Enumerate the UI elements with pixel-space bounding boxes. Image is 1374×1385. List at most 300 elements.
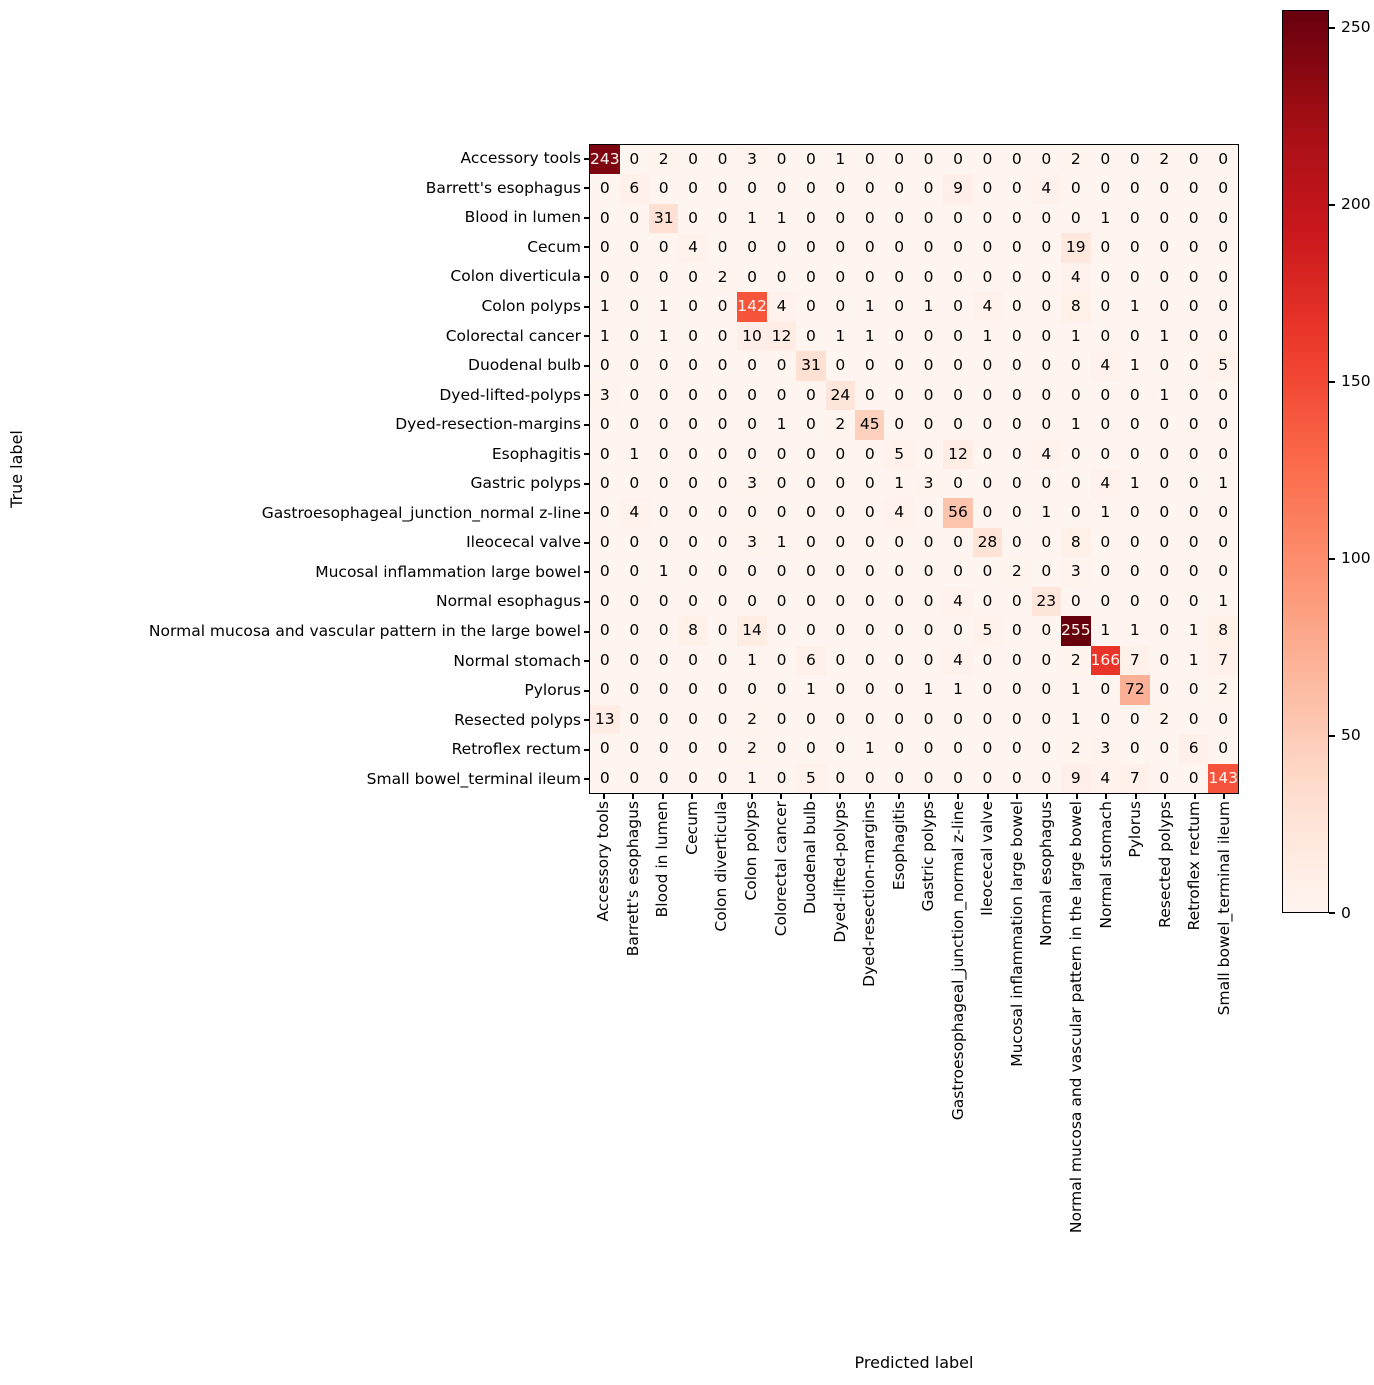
matrix-cell: 0 bbox=[767, 705, 796, 734]
matrix-cell: 4 bbox=[1032, 440, 1061, 469]
x-tick-label: Retroflex rectum bbox=[1185, 801, 1204, 931]
matrix-cell: 1 bbox=[649, 557, 678, 586]
matrix-cell: 0 bbox=[1091, 263, 1121, 292]
matrix-cell: 0 bbox=[590, 616, 620, 645]
matrix-cell: 0 bbox=[943, 263, 972, 292]
x-tick-label: Dyed-lifted-polyps bbox=[830, 801, 849, 943]
matrix-cell: 0 bbox=[1032, 233, 1061, 262]
matrix-cell: 0 bbox=[708, 734, 737, 763]
matrix-cell: 0 bbox=[826, 557, 855, 586]
matrix-cell: 0 bbox=[1179, 528, 1208, 557]
matrix-cell: 0 bbox=[1120, 528, 1149, 557]
matrix-cell: 31 bbox=[649, 204, 678, 233]
matrix-cell: 1 bbox=[649, 292, 678, 321]
matrix-cell: 1 bbox=[767, 204, 796, 233]
matrix-cell: 0 bbox=[884, 646, 913, 675]
matrix-cell: 1 bbox=[649, 322, 678, 351]
matrix-cell: 0 bbox=[590, 204, 620, 233]
matrix-cell: 0 bbox=[1150, 528, 1179, 557]
matrix-cell: 0 bbox=[1091, 528, 1121, 557]
matrix-cell: 0 bbox=[708, 440, 737, 469]
matrix-cell: 0 bbox=[1032, 646, 1061, 675]
matrix-cell: 0 bbox=[884, 616, 913, 645]
matrix-cell: 0 bbox=[1002, 705, 1031, 734]
matrix-cell: 0 bbox=[678, 587, 707, 616]
matrix-cell: 3 bbox=[1061, 557, 1091, 586]
matrix-cell: 2 bbox=[737, 734, 767, 763]
matrix-cell: 0 bbox=[796, 292, 825, 321]
y-tick-label: Colon diverticula bbox=[450, 267, 581, 286]
matrix-cell: 1 bbox=[855, 322, 884, 351]
x-tick-label: Blood in lumen bbox=[653, 801, 672, 918]
matrix-cell: 0 bbox=[1032, 705, 1061, 734]
matrix-cell: 1 bbox=[826, 322, 855, 351]
matrix-cell: 0 bbox=[914, 410, 943, 439]
matrix-cell: 0 bbox=[1208, 322, 1238, 351]
matrix-cell: 1 bbox=[855, 734, 884, 763]
matrix-cell: 0 bbox=[796, 440, 825, 469]
matrix-cell: 0 bbox=[649, 675, 678, 704]
matrix-cell: 1 bbox=[973, 322, 1002, 351]
matrix-cell: 0 bbox=[1091, 174, 1121, 203]
matrix-cell: 0 bbox=[590, 469, 620, 498]
matrix-cell: 2 bbox=[1061, 145, 1091, 174]
matrix-cell: 0 bbox=[678, 410, 707, 439]
matrix-cell: 0 bbox=[855, 351, 884, 380]
matrix-cell: 1 bbox=[1061, 322, 1091, 351]
matrix-cell: 0 bbox=[1150, 174, 1179, 203]
matrix-cell: 1 bbox=[1150, 322, 1179, 351]
matrix-cell: 0 bbox=[826, 528, 855, 557]
matrix-cell: 0 bbox=[1179, 675, 1208, 704]
matrix-cell: 2 bbox=[1208, 675, 1238, 704]
matrix-cell: 0 bbox=[678, 498, 707, 527]
matrix-cell: 0 bbox=[884, 263, 913, 292]
matrix-cell: 0 bbox=[708, 469, 737, 498]
matrix-cell: 0 bbox=[796, 705, 825, 734]
y-tick-label: Ileocecal valve bbox=[466, 533, 581, 552]
matrix-cell: 0 bbox=[973, 351, 1002, 380]
matrix-cell: 0 bbox=[796, 263, 825, 292]
matrix-cell: 0 bbox=[1120, 587, 1149, 616]
matrix-cell: 3 bbox=[737, 469, 767, 498]
x-tick-label: Mucosal inflammation large bowel bbox=[1007, 801, 1026, 1067]
matrix-cell: 0 bbox=[620, 410, 649, 439]
matrix-cell: 0 bbox=[826, 734, 855, 763]
matrix-cell: 0 bbox=[767, 233, 796, 262]
matrix-cell: 0 bbox=[943, 705, 972, 734]
x-tick-label: Normal esophagus bbox=[1037, 801, 1056, 947]
matrix-cell: 0 bbox=[884, 204, 913, 233]
x-tick-mark bbox=[721, 794, 723, 799]
matrix-cell: 0 bbox=[943, 233, 972, 262]
y-tick-label: Duodenal bulb bbox=[468, 356, 581, 375]
matrix-cell: 13 bbox=[590, 705, 620, 734]
matrix-cell: 1 bbox=[1091, 616, 1121, 645]
y-tick-label: Esophagitis bbox=[491, 444, 581, 463]
matrix-cell: 0 bbox=[649, 498, 678, 527]
matrix-cell: 0 bbox=[678, 734, 707, 763]
matrix-cell: 1 bbox=[1179, 616, 1208, 645]
matrix-cell: 0 bbox=[1032, 351, 1061, 380]
matrix-cell: 0 bbox=[1061, 469, 1091, 498]
matrix-cell: 0 bbox=[1120, 263, 1149, 292]
matrix-cell: 0 bbox=[943, 528, 972, 557]
matrix-cell: 0 bbox=[1032, 675, 1061, 704]
matrix-cell: 0 bbox=[914, 528, 943, 557]
matrix-cell: 0 bbox=[1032, 528, 1061, 557]
matrix-cell: 0 bbox=[1091, 381, 1121, 410]
matrix-cell: 6 bbox=[796, 646, 825, 675]
x-tick-label: Duodenal bulb bbox=[801, 801, 820, 914]
matrix-cell: 7 bbox=[1208, 646, 1238, 675]
matrix-cell: 0 bbox=[914, 734, 943, 763]
matrix-cell: 0 bbox=[678, 322, 707, 351]
y-tick-label: Gastric polyps bbox=[470, 474, 581, 493]
matrix-cell: 2 bbox=[1150, 705, 1179, 734]
matrix-cell: 0 bbox=[1120, 440, 1149, 469]
matrix-cell: 0 bbox=[708, 587, 737, 616]
x-tick-mark bbox=[1105, 794, 1107, 799]
matrix-cell: 0 bbox=[943, 351, 972, 380]
matrix-cell: 0 bbox=[914, 233, 943, 262]
x-tick-label: Gastroesophageal_junction_normal z-line bbox=[948, 801, 967, 1121]
colorbar-tick-mark bbox=[1329, 27, 1335, 29]
matrix-cell: 4 bbox=[767, 292, 796, 321]
matrix-cell: 0 bbox=[973, 734, 1002, 763]
matrix-cell: 0 bbox=[649, 381, 678, 410]
matrix-cell: 5 bbox=[796, 764, 825, 793]
colorbar-tick-label: 250 bbox=[1341, 18, 1371, 37]
matrix-cell: 1 bbox=[943, 675, 972, 704]
y-tick-label: Normal stomach bbox=[453, 651, 581, 670]
x-tick-mark bbox=[691, 794, 693, 799]
matrix-cell: 0 bbox=[943, 145, 972, 174]
matrix-cell: 0 bbox=[973, 675, 1002, 704]
matrix-cell: 1 bbox=[620, 440, 649, 469]
matrix-cell: 0 bbox=[1179, 764, 1208, 793]
matrix-cell: 0 bbox=[1179, 410, 1208, 439]
x-tick-mark bbox=[780, 794, 782, 799]
colorbar-tick-mark bbox=[1329, 558, 1335, 560]
matrix-cell: 0 bbox=[914, 557, 943, 586]
matrix-cell: 0 bbox=[1150, 616, 1179, 645]
matrix-cell: 0 bbox=[620, 705, 649, 734]
matrix-cell: 0 bbox=[1150, 410, 1179, 439]
matrix-cell: 0 bbox=[1150, 292, 1179, 321]
matrix-cell: 0 bbox=[678, 263, 707, 292]
matrix-cell: 0 bbox=[1150, 351, 1179, 380]
matrix-cell: 1 bbox=[1091, 498, 1121, 527]
matrix-cell: 142 bbox=[737, 292, 767, 321]
matrix-cell: 0 bbox=[1091, 440, 1121, 469]
matrix-cell: 0 bbox=[767, 174, 796, 203]
matrix-cell: 0 bbox=[708, 410, 737, 439]
matrix-cell: 4 bbox=[1091, 764, 1121, 793]
matrix-cell: 0 bbox=[1179, 469, 1208, 498]
matrix-cell: 0 bbox=[708, 675, 737, 704]
matrix-cell: 0 bbox=[855, 528, 884, 557]
matrix-cell: 0 bbox=[1179, 351, 1208, 380]
matrix-cell: 0 bbox=[649, 587, 678, 616]
matrix-cell: 0 bbox=[884, 410, 913, 439]
matrix-cell: 28 bbox=[973, 528, 1002, 557]
matrix-cell: 0 bbox=[590, 764, 620, 793]
matrix-cell: 2 bbox=[1061, 734, 1091, 763]
y-axis-title: True label bbox=[7, 430, 26, 508]
y-tick-label: Normal esophagus bbox=[435, 592, 581, 611]
matrix-cell: 0 bbox=[620, 322, 649, 351]
matrix-cell: 0 bbox=[1091, 322, 1121, 351]
matrix-cell: 0 bbox=[914, 764, 943, 793]
matrix-cell: 0 bbox=[590, 675, 620, 704]
matrix-cell: 0 bbox=[590, 233, 620, 262]
matrix-cell: 0 bbox=[1091, 410, 1121, 439]
matrix-cell: 0 bbox=[943, 292, 972, 321]
matrix-cell: 0 bbox=[1179, 145, 1208, 174]
x-tick-label: Colorectal cancer bbox=[771, 801, 790, 937]
matrix-cell: 3 bbox=[737, 145, 767, 174]
y-tick-label: Resected polyps bbox=[454, 710, 581, 729]
x-tick-mark bbox=[987, 794, 989, 799]
matrix-cell: 0 bbox=[737, 675, 767, 704]
matrix-cell: 0 bbox=[826, 233, 855, 262]
y-tick-label: Barrett's esophagus bbox=[425, 178, 581, 197]
matrix-cell: 0 bbox=[649, 705, 678, 734]
matrix-cell: 0 bbox=[1150, 587, 1179, 616]
matrix-cell: 0 bbox=[826, 705, 855, 734]
matrix-cell: 0 bbox=[1002, 616, 1031, 645]
matrix-cell: 1 bbox=[1091, 204, 1121, 233]
x-axis-title: Predicted label bbox=[854, 1353, 974, 1372]
matrix-cell: 143 bbox=[1208, 764, 1238, 793]
matrix-cell: 1 bbox=[1120, 292, 1149, 321]
matrix-cell: 0 bbox=[1002, 587, 1031, 616]
matrix-cell: 0 bbox=[708, 646, 737, 675]
matrix-cell: 0 bbox=[1179, 587, 1208, 616]
matrix-cell: 0 bbox=[973, 440, 1002, 469]
matrix-cell: 243 bbox=[590, 145, 620, 174]
matrix-cell: 0 bbox=[1120, 381, 1149, 410]
y-tick-label: Colon polyps bbox=[481, 297, 581, 315]
matrix-cell: 0 bbox=[884, 675, 913, 704]
x-tick-mark bbox=[662, 794, 664, 799]
x-tick-label: Pylorus bbox=[1126, 801, 1145, 858]
matrix-cell: 0 bbox=[1150, 498, 1179, 527]
x-tick-label: Colon diverticula bbox=[712, 801, 731, 932]
matrix-cell: 0 bbox=[1208, 292, 1238, 321]
matrix-cell: 0 bbox=[1120, 705, 1149, 734]
matrix-cell: 0 bbox=[1208, 528, 1238, 557]
matrix-cell: 4 bbox=[1061, 263, 1091, 292]
matrix-cell: 0 bbox=[620, 675, 649, 704]
matrix-cell: 0 bbox=[973, 557, 1002, 586]
matrix-cell: 0 bbox=[1208, 705, 1238, 734]
matrix-cell: 0 bbox=[678, 440, 707, 469]
matrix-cell: 5 bbox=[1208, 351, 1238, 380]
y-tick-label: Cecum bbox=[527, 237, 581, 256]
x-tick-label: Normal mucosa and vascular pattern in the large bowel bbox=[1067, 801, 1085, 1234]
matrix-cell: 0 bbox=[1002, 174, 1031, 203]
matrix-cell: 0 bbox=[1032, 263, 1061, 292]
matrix-cell: 0 bbox=[855, 646, 884, 675]
matrix-cell: 0 bbox=[767, 734, 796, 763]
colorbar-tick-mark bbox=[1329, 735, 1335, 737]
x-tick-label: Dyed-resection-margins bbox=[860, 801, 879, 987]
matrix-cell: 0 bbox=[796, 204, 825, 233]
matrix-cell: 4 bbox=[1091, 469, 1121, 498]
matrix-cell: 0 bbox=[914, 646, 943, 675]
matrix-cell: 0 bbox=[708, 764, 737, 793]
matrix-cell: 0 bbox=[943, 381, 972, 410]
matrix-cell: 1 bbox=[737, 764, 767, 793]
matrix-cell: 0 bbox=[884, 528, 913, 557]
matrix-cell: 4 bbox=[1091, 351, 1121, 380]
matrix-cell: 0 bbox=[620, 646, 649, 675]
x-tick-label: Small bowel_terminal ileum bbox=[1214, 801, 1233, 1016]
matrix-cell: 0 bbox=[708, 204, 737, 233]
matrix-cell: 0 bbox=[590, 263, 620, 292]
colorbar-tick-mark bbox=[1329, 912, 1335, 914]
x-tick-label: Ileocecal valve bbox=[978, 801, 997, 916]
matrix-cell: 1 bbox=[1150, 381, 1179, 410]
matrix-cell: 0 bbox=[620, 469, 649, 498]
matrix-cell: 19 bbox=[1061, 233, 1091, 262]
matrix-cell: 9 bbox=[1061, 764, 1091, 793]
y-tick-label: Retroflex rectum bbox=[451, 740, 581, 759]
matrix-cell: 0 bbox=[826, 764, 855, 793]
matrix-cell: 0 bbox=[1208, 734, 1238, 763]
x-tick-mark bbox=[603, 794, 605, 799]
matrix-cell: 0 bbox=[678, 469, 707, 498]
matrix-cell: 0 bbox=[914, 616, 943, 645]
matrix-cell: 0 bbox=[1179, 174, 1208, 203]
matrix-cell: 0 bbox=[884, 587, 913, 616]
matrix-cell: 0 bbox=[796, 410, 825, 439]
matrix-cell: 0 bbox=[1120, 322, 1149, 351]
matrix-cell: 0 bbox=[649, 174, 678, 203]
colorbar-gradient bbox=[1282, 10, 1329, 913]
matrix-cell: 1 bbox=[1208, 469, 1238, 498]
matrix-cell: 0 bbox=[1179, 381, 1208, 410]
matrix-cell: 0 bbox=[1208, 233, 1238, 262]
matrix-cell: 0 bbox=[620, 145, 649, 174]
matrix-cell: 0 bbox=[767, 498, 796, 527]
x-tick-label: Normal stomach bbox=[1096, 801, 1115, 929]
matrix-cell: 72 bbox=[1120, 675, 1149, 704]
matrix-cell: 1 bbox=[1208, 587, 1238, 616]
matrix-cell: 1 bbox=[1061, 675, 1091, 704]
matrix-cell: 0 bbox=[1032, 616, 1061, 645]
matrix-cell: 1 bbox=[737, 646, 767, 675]
matrix-cell: 1 bbox=[1120, 469, 1149, 498]
y-tick-label: Mucosal inflammation large bowel bbox=[315, 562, 581, 581]
matrix-cell: 12 bbox=[943, 440, 972, 469]
matrix-cell: 0 bbox=[1179, 233, 1208, 262]
matrix-cell: 1 bbox=[767, 528, 796, 557]
matrix-cell: 0 bbox=[767, 675, 796, 704]
y-tick-label: Pylorus bbox=[524, 681, 581, 700]
matrix-cell: 0 bbox=[1150, 734, 1179, 763]
matrix-cell: 0 bbox=[737, 440, 767, 469]
matrix-cell: 4 bbox=[943, 587, 972, 616]
matrix-cell: 0 bbox=[620, 263, 649, 292]
matrix-cell: 0 bbox=[649, 734, 678, 763]
x-tick-mark bbox=[1194, 794, 1196, 799]
matrix-cell: 0 bbox=[767, 440, 796, 469]
x-tick-mark bbox=[751, 794, 753, 799]
matrix-cell: 0 bbox=[649, 528, 678, 557]
matrix-cell: 4 bbox=[678, 233, 707, 262]
matrix-cell: 0 bbox=[855, 587, 884, 616]
matrix-cell: 0 bbox=[884, 233, 913, 262]
x-tick-label: Colon polyps bbox=[742, 801, 760, 901]
matrix-cell: 3 bbox=[1091, 734, 1121, 763]
matrix-cell: 0 bbox=[1179, 440, 1208, 469]
matrix-cell: 0 bbox=[973, 263, 1002, 292]
matrix-cell: 1 bbox=[590, 292, 620, 321]
matrix-cell: 0 bbox=[1150, 469, 1179, 498]
matrix-cell: 0 bbox=[1032, 734, 1061, 763]
matrix-cell: 0 bbox=[708, 528, 737, 557]
x-tick-mark bbox=[810, 794, 812, 799]
matrix-cell: 1 bbox=[1061, 410, 1091, 439]
matrix-cell: 0 bbox=[973, 381, 1002, 410]
matrix-cell: 4 bbox=[943, 646, 972, 675]
matrix-cell: 0 bbox=[590, 528, 620, 557]
matrix-cell: 7 bbox=[1120, 764, 1149, 793]
matrix-cell: 0 bbox=[1002, 764, 1031, 793]
matrix-cell: 1 bbox=[767, 410, 796, 439]
matrix-cell: 2 bbox=[826, 410, 855, 439]
matrix-cell: 0 bbox=[1150, 557, 1179, 586]
x-tick-label: Barrett's esophagus bbox=[623, 801, 642, 957]
matrix-cell: 0 bbox=[590, 351, 620, 380]
matrix-cell: 0 bbox=[1061, 381, 1091, 410]
matrix-cell: 0 bbox=[1002, 498, 1031, 527]
matrix-cell: 0 bbox=[943, 322, 972, 351]
matrix-cell: 0 bbox=[1032, 469, 1061, 498]
y-tick-label: Colorectal cancer bbox=[445, 326, 581, 345]
matrix-cell: 0 bbox=[1061, 174, 1091, 203]
matrix-cell: 1 bbox=[1120, 351, 1149, 380]
matrix-cell: 2 bbox=[649, 145, 678, 174]
matrix-cell: 0 bbox=[1002, 410, 1031, 439]
matrix-cell: 1 bbox=[1179, 646, 1208, 675]
matrix-cell: 2 bbox=[708, 263, 737, 292]
matrix-cell: 2 bbox=[1002, 557, 1031, 586]
matrix-cell: 1 bbox=[590, 322, 620, 351]
matrix-cell: 0 bbox=[1002, 233, 1031, 262]
y-tick-label: Dyed-resection-margins bbox=[395, 415, 581, 434]
matrix-cell: 0 bbox=[590, 174, 620, 203]
matrix-cell: 0 bbox=[1002, 263, 1031, 292]
x-tick-mark bbox=[1135, 794, 1137, 799]
matrix-cell: 0 bbox=[1208, 381, 1238, 410]
matrix-cell: 0 bbox=[943, 734, 972, 763]
matrix-cell: 0 bbox=[767, 381, 796, 410]
matrix-cell: 23 bbox=[1032, 587, 1061, 616]
colorbar-tick-label: 150 bbox=[1341, 372, 1371, 391]
x-tick-mark bbox=[1164, 794, 1166, 799]
matrix-cell: 0 bbox=[678, 174, 707, 203]
matrix-cell: 0 bbox=[884, 145, 913, 174]
x-tick-label: Accessory tools bbox=[594, 801, 613, 922]
matrix-cell: 0 bbox=[708, 292, 737, 321]
matrix-cell: 1 bbox=[855, 292, 884, 321]
matrix-cell: 0 bbox=[737, 263, 767, 292]
matrix-cell: 0 bbox=[1002, 646, 1031, 675]
